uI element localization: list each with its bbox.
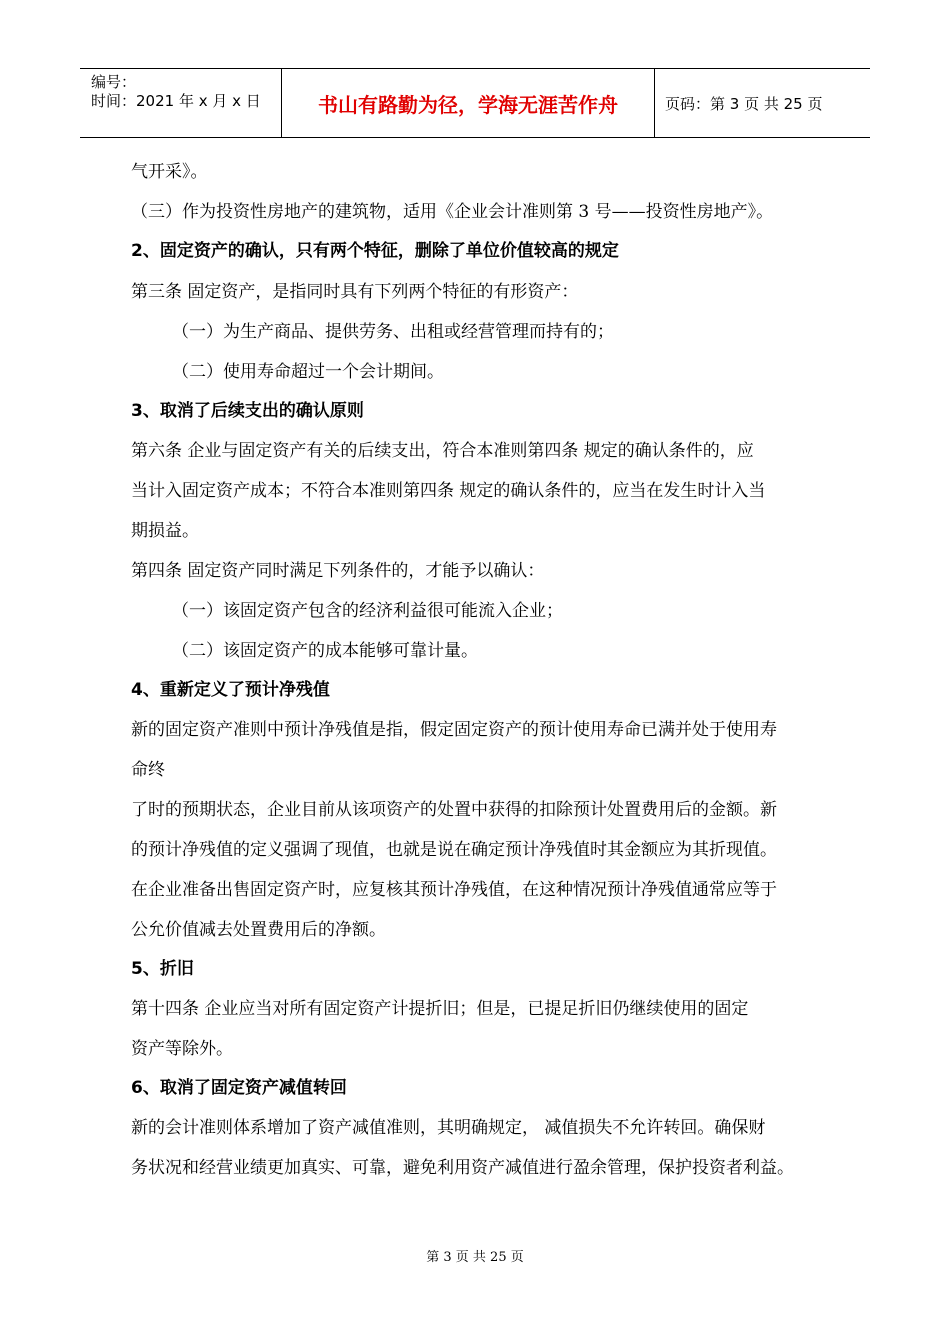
document-number-label: 编号： bbox=[91, 73, 137, 91]
body-line: 公允价值减去处置费用后的净额。 bbox=[131, 920, 386, 940]
body-line: 命终 bbox=[131, 760, 165, 780]
body-line: 了时的预期状态，企业目前从该项资产的处置中获得的扣除预计处置费用后的金额。新 bbox=[131, 800, 777, 820]
header-meta-cell bbox=[80, 69, 281, 137]
motto-text: 书山有路勤为径，学海无涯苦作舟 bbox=[318, 92, 618, 117]
header-page-cell bbox=[654, 69, 870, 137]
body-line: 新的固定资产准则中预计净残值是指，假定固定资产的预计使用寿命已满并处于使用寿 bbox=[131, 720, 777, 740]
body-line: （二）使用寿命超过一个会计期间。 bbox=[172, 362, 444, 382]
body-line: 务状况和经营业绩更加真实、可靠，避免利用资产减值进行盈余管理，保护投资者利益。 bbox=[131, 1158, 794, 1178]
body-line: 第十四条 企业应当对所有固定资产计提折旧；但是，已提足折旧仍继续使用的固定 bbox=[131, 999, 749, 1019]
body-line: 新的会计准则体系增加了资产减值准则，其明确规定， 减值损失不允许转回。确保财 bbox=[131, 1118, 766, 1138]
body-line: （二）该固定资产的成本能够可靠计量。 bbox=[172, 641, 478, 661]
section-heading: 6、取消了固定资产减值转回 bbox=[131, 1078, 347, 1098]
body-line: （一）该固定资产包含的经济利益很可能流入企业； bbox=[172, 601, 563, 621]
body-line: （一）为生产商品、提供劳务、出租或经营管理而持有的； bbox=[172, 322, 614, 342]
body-line: 在企业准备出售固定资产时，应复核其预计净残值，在这种情况预计净残值通常应等于 bbox=[131, 880, 777, 900]
section-heading: 5、折旧 bbox=[131, 959, 194, 979]
body-line: 的预计净残值的定义强调了现值，也就是说在确定预计净残值时其金额应为其折现值。 bbox=[131, 840, 777, 860]
document-time-label: 时间：2021 年 x 月 x 日 bbox=[91, 92, 261, 110]
body-line: 第六条 企业与固定资产有关的后续支出，符合本准则第四条 规定的确认条件的，应 bbox=[131, 441, 754, 461]
body-line: 气开采》。 bbox=[131, 162, 208, 182]
header-motto bbox=[281, 69, 655, 137]
body-line: （三）作为投资性房地产的建筑物，适用《企业会计准则第 3 号——投资性房地产》。 bbox=[131, 202, 774, 222]
page-footer: 第 3 页 共 25 页 bbox=[426, 1250, 524, 1265]
header-table bbox=[80, 68, 870, 138]
body-line: 期损益。 bbox=[131, 521, 199, 541]
header-page-info: 页码：第 3 页 共 25 页 bbox=[665, 94, 823, 113]
body-line: 第四条 固定资产同时满足下列条件的，才能予以确认： bbox=[131, 561, 545, 581]
section-heading: 3、取消了后续支出的确认原则 bbox=[131, 401, 364, 421]
section-heading: 2、固定资产的确认，只有两个特征，删除了单位价值较高的规定 bbox=[131, 241, 619, 261]
section-heading: 4、重新定义了预计净残值 bbox=[131, 680, 330, 700]
body-line: 资产等除外。 bbox=[131, 1039, 233, 1059]
body-line: 第三条 固定资产，是指同时具有下列两个特征的有形资产： bbox=[131, 282, 579, 302]
body-line: 当计入固定资产成本；不符合本准则第四条 规定的确认条件的，应当在发生时计入当 bbox=[131, 481, 766, 501]
